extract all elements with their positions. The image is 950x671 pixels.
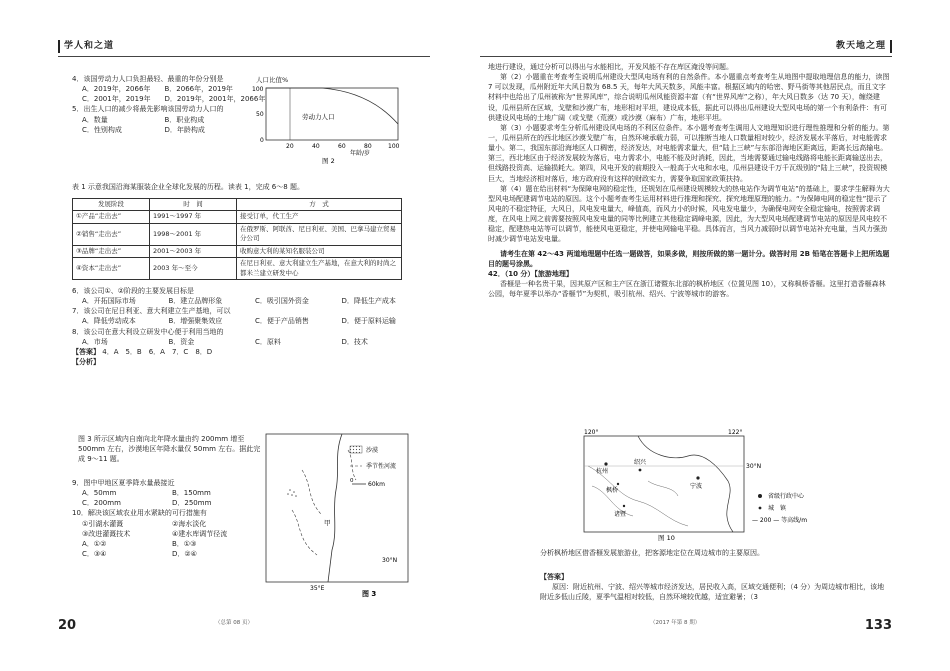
option: C．吸引国外资金: [255, 297, 309, 306]
header-rule-left: [58, 56, 430, 57]
question-5-options: [72, 115, 247, 135]
fig2-ytick: 0: [260, 137, 264, 144]
fig2-xlabel: 年龄/岁: [350, 150, 371, 157]
table-cell: ①产品“走出去”: [73, 211, 150, 223]
question-5: 5．出生人口的减少将最先影响该国劳动力人口的: [72, 105, 224, 114]
table-header: 发展阶段: [73, 199, 150, 211]
table-cell: 1991～1997 年: [150, 211, 237, 223]
option: A．数量: [82, 115, 108, 124]
table-cell: ②销售“走出去”: [73, 223, 150, 245]
legend-river: 季节性河流: [366, 463, 397, 470]
fig2-xtick: 80: [364, 143, 372, 150]
option: A．①②: [82, 539, 107, 548]
svg-text:0: 0: [350, 478, 354, 484]
place-label: 诸暨: [614, 511, 627, 518]
question-8-options: [72, 337, 428, 347]
footer-mid-left: （总第 08 页）: [215, 620, 253, 626]
fig2-xtick: 40: [312, 143, 320, 150]
table-cell: ③品牌“走出去”: [73, 245, 150, 257]
fig10-lon1: 120°: [584, 429, 599, 436]
legend-desert: 沙漠: [366, 447, 379, 454]
table-header-row: [73, 199, 402, 211]
option: D．便于原料运输: [341, 317, 396, 326]
option: B．2066年，2019年: [164, 85, 233, 94]
question-42-text: 香榧是一种名贵干果，因其原产区和主产区在浙江诸暨东北部的枫桥地区（位置见图 10），又称枫桥香榧。这里打造香榧森林公园，每年夏季以举办“香榧节”为契机，吸引杭州、绍兴、宁波等城市的游客。: [488, 279, 886, 299]
place-label: 绍兴: [634, 459, 647, 466]
option: B．增强聚集效应: [168, 317, 223, 326]
page-number-left: 20: [58, 618, 77, 633]
statement: ④建水库调节径流: [172, 529, 228, 538]
table-cell: 1998～2001 年: [150, 223, 237, 245]
place-label: 宁波: [690, 483, 703, 490]
page-number-right: 133: [864, 618, 892, 633]
fig2-ytick: 100: [252, 86, 264, 93]
selection-note: 请考生在第 42～43 两道地理题中任选一题做答，如果多做，则按所做的第一题计分。做答时用 2B 铅笔在答题卡上把所选题目的题号涂黑。: [488, 249, 890, 268]
fig10-lon2: 122°: [728, 429, 743, 436]
fig2-xtick: 20: [286, 143, 294, 150]
fig2-caption: 图 2: [322, 157, 335, 164]
question-10: 10．解决该区域农业用水紧缺的可行措施有: [72, 509, 207, 518]
statement: ②海水淡化: [172, 519, 207, 528]
answer-text: 原因：附近杭州、宁波、绍兴等城市经济发达，居民收入高，区域交通便利；（4 分）为周边城市相比，该地附近多低山丘陵，夏季气温相对较低，自然环境较优越，适宜避暑；（3: [540, 583, 885, 602]
table-row: [73, 258, 402, 280]
question-9-options: [72, 488, 262, 508]
map3-label-jia: 甲: [324, 519, 331, 527]
header-rule-right: [480, 56, 892, 57]
question-9: 9．图中甲地区夏季降水量最接近: [72, 479, 175, 487]
option: C．200mm: [82, 499, 121, 508]
table-row: [73, 245, 402, 257]
header-left: 学人和之道: [58, 40, 114, 53]
fig2-ytick: 50: [256, 111, 264, 118]
option: D．250mm: [172, 499, 212, 508]
option: A．开拓国际市场: [82, 297, 136, 306]
answer-text: 4．A 5．B 6．A 7．C 8．D: [102, 347, 213, 356]
option: D．降低生产成本: [341, 297, 396, 306]
option: C．2001年，2019年: [82, 95, 151, 104]
table-cell: 收购意大利的某知名服装公司: [237, 245, 402, 257]
map3-scale: 60km: [368, 481, 385, 488]
legend-provincial: 省级行政中心: [768, 493, 805, 500]
fig3-intro: 图 3 所示区域内自南向北年降水量由约 200mm 增至 500mm 左右，沙漠地区年降水量仅 50mm 左右。据此完成 9～11 题。: [78, 435, 261, 464]
answer-label: 【答案】: [72, 347, 100, 356]
question-7-options: [72, 316, 428, 326]
questions-9-10: [72, 478, 262, 559]
paragraph: 第（3）小题要求考生分析瓜州建设风电场的不利区位条件。本小题考查考生调用人文地理知识进行理性推理和分析的能力。第一，瓜州县所在的西北地区沙漠戈壁广布，自然环境承载力弱，可以推断当地人口数量相对较少，经济发展水平落后，对电能需求量小。第二，我国东部沿海地区人口稠密，经济发达，对电能需求量大，但“陆上三峡”与东部沿海地区距离远，距离长远高输电。第三，西北地区由于经济发展较为落后，电力需求小，电能不能及时消耗，因此，当地需要通过输电线路将电能长距离输送出去，但线路投资高、运输损耗大。第四，风电开发的前期投入一般高于火电和水电，瓜州县建设千万千瓦级别的“陆上三峡”，投资规模巨大，当地经济相对落后，地方政府没有这样的财政实力，需要争取国家政策扶持。: [488, 123, 890, 183]
analysis-label: 【分析】: [72, 357, 100, 366]
paragraph: 第（2）小题重在考查考生说明瓜州建设大型风电场有利的自然条件。本小题重点考查考生从地图中提取地理信息的能力，读图 7 可以发现，瓜州附近年大风日数为 68.5 天，每年大风天数多，风能丰富。根据区域内的哈密、野马街等其他居民点，而且文字材料中也给出了瓜州被称为“世界风库”，综合说明瓜州风能资源丰富（有“世界风库”之称），年大风日数多（达 70 天），缠绕建设，瓜州县所在区域，戈壁和沙漠广布，地形相对平坦，建设成本低，据此可以得出瓜州建设大型风电场的第一个有利条件：有可供建设风电场的土地广阔（或戈壁（荒漠）或沙漠（麻布）广布，地形平坦。: [488, 73, 890, 122]
table-header: 方 式: [237, 199, 402, 211]
option: A．2019年，2066年: [82, 85, 151, 94]
table-row: [73, 211, 402, 223]
map3-caption: 图 3: [362, 590, 377, 598]
fig2-xtick: 60: [338, 143, 346, 150]
figure-3-map: [262, 430, 412, 598]
table-1: [72, 198, 402, 280]
question-42-ask: 分析枫桥地区借香榧发展旅游业，把客源地定位在周边城市的主要原因。: [540, 549, 764, 557]
option: A．降低劳动成本: [82, 317, 136, 326]
question-4: 4．该国劳动力人口负担最轻、最重的年份分别是: [72, 75, 224, 83]
place-label: 枫桥: [606, 487, 619, 494]
right-column: [488, 62, 890, 299]
figure-2: [250, 74, 410, 164]
option: B．①③: [172, 539, 197, 548]
table-cell: ④资本“走出去”: [73, 258, 150, 280]
figure-10-map: [578, 426, 828, 542]
question-42-head: 42．（10 分）【旅游地理】: [488, 269, 573, 278]
question-6: 6．该公司①、②阶段的主要发展目标是: [72, 287, 195, 295]
right-answer-block: [540, 572, 890, 602]
questions-6-8: [72, 286, 428, 367]
question-10-options: [72, 539, 262, 559]
question-6-options: [72, 296, 428, 306]
option: C．③④: [82, 549, 107, 558]
table-header: 时 间: [150, 199, 237, 211]
statement: ③改进灌溉技术: [82, 529, 131, 538]
option: D．年龄构成: [164, 125, 205, 134]
option: B．资金: [168, 337, 195, 346]
paragraph: 第（4）题在给出材料“为保障电网的稳定性，还规划在瓜州建设规模较大的热电站作为调节电站”的基础上，要求学生解释为大型风电场配建调节电站的原因。这个小题考查考生运用材料进行推理和探究、探究地理原理的能力。“为保障电网的稳定性”提示了风电的不稳定特征，大风日，风电发电量大，峰值高，而风力小的时候，风电发电量少，为确保电网安全稳定输电，按照需求调度，在风电上网之前需要按照风电发电量的同等比例建立其他稳定调峰电源，因此，为大型风电场配建调节电站的原因是风电较不稳定，配建热电站等可以调节，能使风电更稳定，并使电网输电平稳。具体而言，当风力减弱时以调节电站补充电量，当风力强劲时减少调节电站发电量。: [488, 184, 890, 244]
question-10-items: [72, 519, 262, 539]
question-8: 8．该公司在意大利设立研发中心便于利用当地的: [72, 327, 224, 336]
place-label: 杭州: [596, 468, 609, 475]
page-header: [58, 40, 892, 56]
legend-town: 城 镇: [768, 505, 787, 512]
option: D．2019年，2001年，2066年: [164, 95, 266, 104]
header-right: 教天地之理: [836, 40, 892, 53]
option: A．市场: [82, 337, 108, 346]
fig10-caption: 图 10: [658, 534, 675, 542]
table-cell: 接受订单，代工生产: [237, 211, 402, 223]
footer-mid-right: （2017 年第 8 期）: [650, 620, 701, 626]
option: A．50mm: [82, 489, 117, 498]
option: D．技术: [341, 337, 368, 346]
option: B．职业构成: [164, 115, 205, 124]
table-cell: 在尼日利亚、意大利建立生产基地，在意大利的时尚之都米兰建立研发中心: [237, 258, 402, 280]
answer-row: [72, 347, 428, 357]
table-cell: 2003 年～至今: [150, 258, 237, 280]
option: C．便于产品销售: [255, 317, 309, 326]
fig2-xtick: 100: [388, 143, 400, 150]
option: D．②④: [172, 549, 197, 558]
fig2-area-label: 劳动力人口: [302, 113, 335, 121]
table-intro: 表 1 示意我国沿海某服装企业全球化发展的历程。读表 1，完成 6～8 题。: [72, 183, 304, 191]
answer-label: 【答案】: [540, 573, 568, 581]
question-7: 7．该公司在尼日利亚、意大利建立生产基地，可以: [72, 307, 231, 316]
option: C．性别构成: [82, 125, 122, 134]
option: B．150mm: [172, 489, 211, 498]
paragraph: 地进行建设，通过分析可以得出与水能相比，开发风能不存在库区淹没等问题。: [488, 63, 733, 71]
table-cell: 在俄罗斯、阿联酋、尼日利亚、美国、巴拿马建立贸易分公司: [237, 223, 402, 245]
fig2-title: 人口比值%: [256, 76, 289, 84]
map3-lon: 35°E: [310, 585, 325, 592]
map3-lat: 30°N: [382, 557, 398, 564]
table-cell: 2001～2003 年: [150, 245, 237, 257]
legend-contour: — 200 — 等高线/m: [752, 517, 808, 524]
statement: ①引湖水灌溉: [82, 519, 124, 528]
option: B．建立品牌形象: [168, 297, 223, 306]
table-row: [73, 223, 402, 245]
fig10-lat: 30°N: [746, 463, 762, 470]
option: C．原料: [255, 337, 281, 346]
